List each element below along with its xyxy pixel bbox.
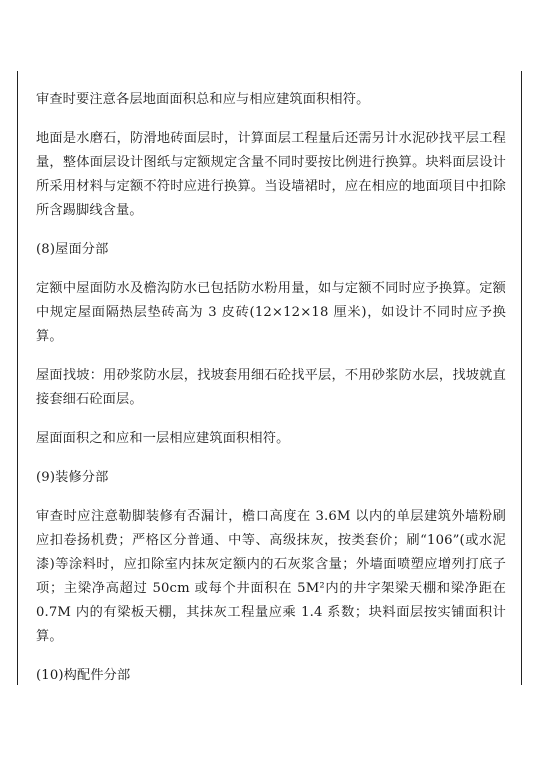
paragraph-roof-area: 屋面面积之和应和一层相应建筑面积相符。	[36, 431, 290, 446]
paragraph-decoration-check: 审查时应注意勒脚装修有否漏计，檐口高度在 3.6M 以内的单层建筑外墙粉刷应扣卷扬机费；严格区分普通、中等、高级抹灰，按类套价；刷“106”(或水泥漆)等涂料时，应扣除室内抹灰定额内的石灰浆含量；外墙面喷塑应增列打底子项；主梁净高超过 50cm 或每个井面积在 5M²内的井字架梁天棚和梁净距在 0.7M 内的有梁板天棚，其抹灰工程量应乘 1.4 系数；块料面层按实铺面积计算。	[36, 509, 506, 644]
paragraph-area-check: 审查时要注意各层地面面积总和应与相应建筑面积相符。	[36, 92, 370, 107]
section-heading-roof: (8)屋面分部	[36, 242, 109, 257]
paragraph-floor-finish: 地面是水磨石，防滑地砖面层时，计算面层工程量后还需另计水泥砂找平层工程量，整体面层设计图纸与定额规定含量不同时要按比例进行换算。块料面层设计所采用材料与定额不符时应进行换算。当设墙裙时，应在相应的地面项目中扣除所含踢脚线含量。	[36, 131, 506, 218]
section-heading-components: (10)构配件分部	[36, 668, 131, 683]
paragraph-roof-slope: 屋面找坡：用砂浆防水层，找坡套用细石砼找平层，不用砂浆防水层，找坡就直接套细石砼面层。	[36, 368, 506, 407]
document-body	[36, 88, 506, 688]
section-heading-decoration: (9)装修分部	[36, 470, 109, 485]
paragraph-roof-waterproof: 定额中屋面防水及檐沟防水已包括防水粉用量，如与定额不同时应予换算。定额中规定屋面隔热层垫砖高为 3 皮砖(12×12×18 厘米)，如设计不同时应予换算。	[36, 281, 506, 344]
